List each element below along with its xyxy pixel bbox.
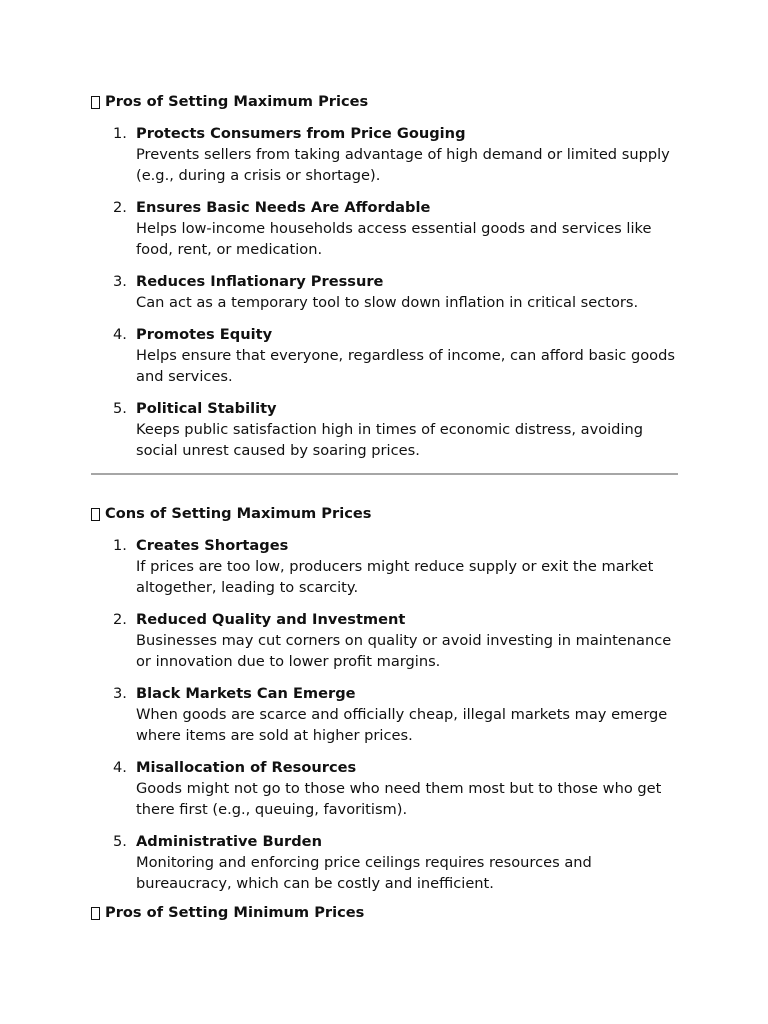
list-item-number: 4. bbox=[113, 326, 127, 343]
list-item bbox=[91, 757, 678, 820]
list-item-title: Promotes Equity bbox=[136, 326, 273, 343]
list-item-title: Reduces Inflationary Pressure bbox=[136, 273, 384, 290]
list-item bbox=[91, 535, 678, 598]
section-heading-text: Pros of Setting Maximum Prices bbox=[105, 93, 369, 110]
list-item-title: Creates Shortages bbox=[136, 537, 289, 554]
section-heading-text: Pros of Setting Minimum Prices bbox=[105, 904, 365, 921]
list-item-number: 3. bbox=[113, 685, 127, 702]
horizontal-divider bbox=[91, 473, 678, 475]
list-item bbox=[91, 271, 678, 313]
list-item-title: Black Markets Can Emerge bbox=[136, 685, 356, 702]
list-item bbox=[91, 398, 678, 461]
list-item-description: Businesses may cut corners on quality or avoid investing in maintenance or innovation due to lower profit margins. bbox=[136, 632, 672, 670]
list-item bbox=[91, 831, 678, 894]
list-item-description: Monitoring and enforcing price ceilings requires resources and bureaucracy, which can be costly and inefficient. bbox=[136, 854, 592, 892]
list-item-number: 2. bbox=[113, 199, 127, 216]
section-heading-pros-min bbox=[91, 903, 678, 923]
list-item-number: 4. bbox=[113, 759, 127, 776]
pros-max-list bbox=[91, 123, 678, 461]
list-item-title: Ensures Basic Needs Are Affordable bbox=[136, 199, 431, 216]
list-item-description: Goods might not go to those who need them most but to those who get there first (e.g., queuing, favoritism). bbox=[136, 780, 662, 818]
list-item-number: 3. bbox=[113, 273, 127, 290]
missing-glyph-icon bbox=[91, 96, 100, 109]
list-item-description: Prevents sellers from taking advantage of high demand or limited supply (e.g., during a crisis or shortage). bbox=[136, 146, 670, 184]
list-item-number: 2. bbox=[113, 611, 127, 628]
list-item-description: Helps low-income households access essential goods and services like food, rent, or medication. bbox=[136, 220, 652, 258]
list-item bbox=[91, 683, 678, 746]
list-item bbox=[91, 609, 678, 672]
section-heading-pros-max bbox=[91, 92, 678, 112]
list-item-title: Reduced Quality and Investment bbox=[136, 611, 406, 628]
list-item-description: If prices are too low, producers might reduce supply or exit the market altogether, leading to scarcity. bbox=[136, 558, 654, 596]
list-item-number: 5. bbox=[113, 833, 127, 850]
list-item-description: Helps ensure that everyone, regardless of income, can afford basic goods and services. bbox=[136, 347, 675, 385]
missing-glyph-icon bbox=[91, 907, 100, 920]
list-item bbox=[91, 197, 678, 260]
section-heading-text: Cons of Setting Maximum Prices bbox=[105, 505, 372, 522]
list-item-number: 5. bbox=[113, 400, 127, 417]
list-item-title: Misallocation of Resources bbox=[136, 759, 357, 776]
list-item-number: 1. bbox=[113, 537, 127, 554]
document-page bbox=[91, 92, 678, 923]
list-item-number: 1. bbox=[113, 125, 127, 142]
list-item-title: Political Stability bbox=[136, 400, 277, 417]
list-item-title: Administrative Burden bbox=[136, 833, 322, 850]
list-item-title: Protects Consumers from Price Gouging bbox=[136, 125, 466, 142]
list-item bbox=[91, 123, 678, 186]
list-item-description: Keeps public satisfaction high in times of economic distress, avoiding social unrest caused by soaring prices. bbox=[136, 421, 644, 459]
cons-max-list bbox=[91, 535, 678, 894]
list-item-description: When goods are scarce and officially cheap, illegal markets may emerge where items are sold at higher prices. bbox=[136, 706, 668, 744]
list-item-description: Can act as a temporary tool to slow down inflation in critical sectors. bbox=[136, 294, 639, 311]
section-heading-cons-max bbox=[91, 504, 678, 524]
missing-glyph-icon bbox=[91, 508, 100, 521]
list-item bbox=[91, 324, 678, 387]
